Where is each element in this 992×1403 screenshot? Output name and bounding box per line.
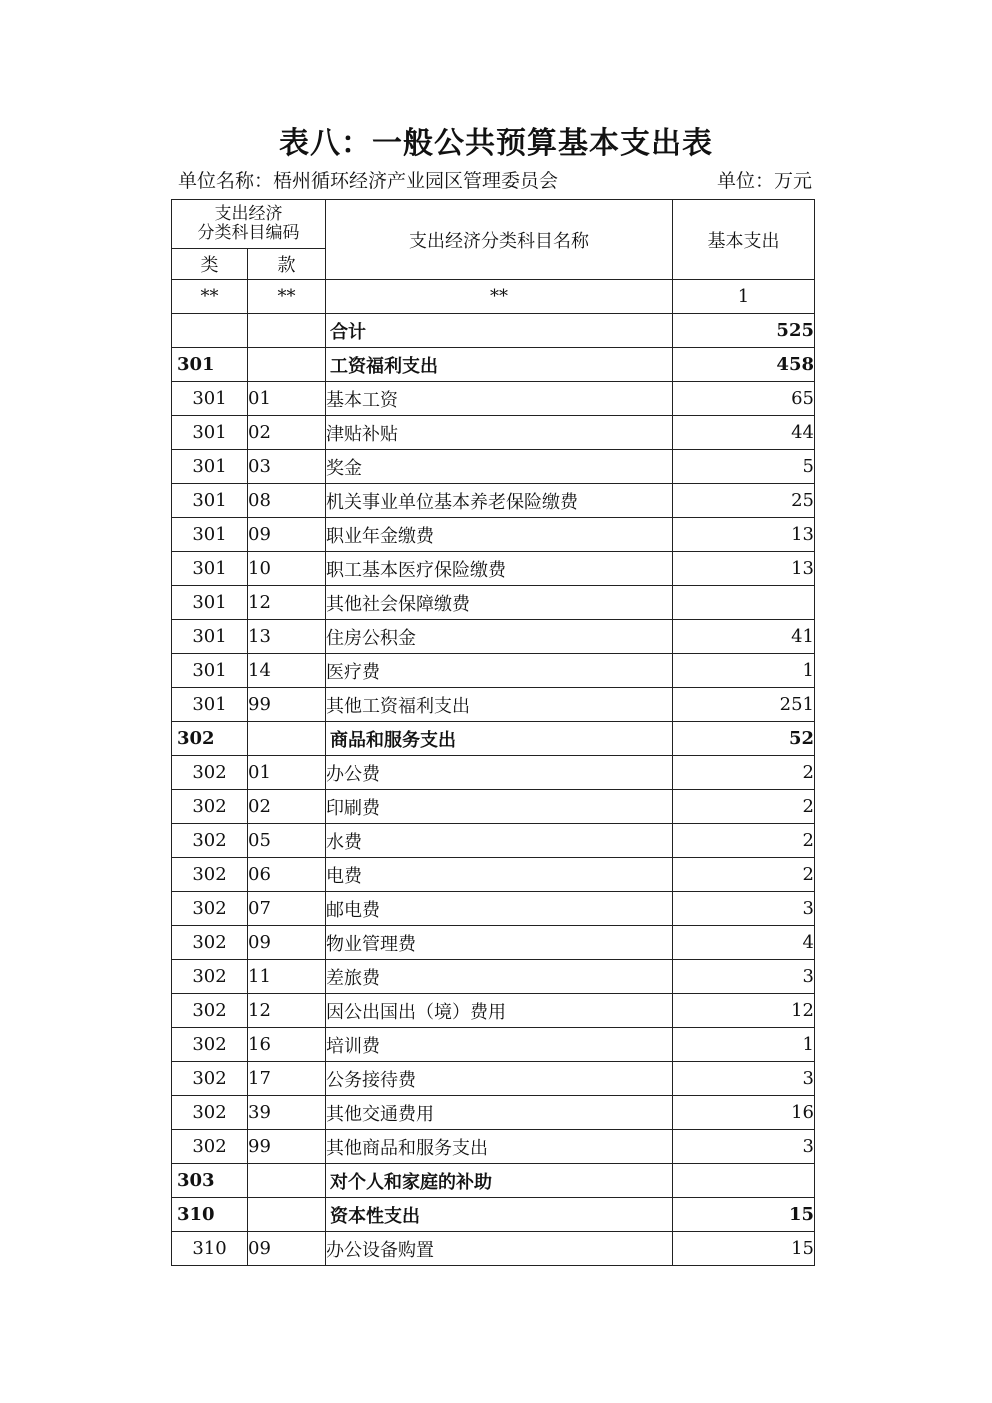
cell-basic-value: 15 [673, 1198, 815, 1232]
cell-item-name: 培训费 [326, 1028, 673, 1062]
cell-lei: 310 [172, 1232, 248, 1266]
table-row [172, 790, 815, 824]
cell-kuan: 01 [248, 382, 326, 416]
cell-item-name: 职业年金缴费 [326, 518, 673, 552]
cell-item-name: 差旅费 [326, 960, 673, 994]
cell-lei: 302 [172, 790, 248, 824]
cell-lei: 302 [172, 1096, 248, 1130]
cell-item-name: 水费 [326, 824, 673, 858]
cell-lei: 302 [172, 926, 248, 960]
cell-lei: 302 [172, 722, 248, 756]
cell-kuan: 17 [248, 1062, 326, 1096]
table-row [172, 858, 815, 892]
cell-kuan: 12 [248, 994, 326, 1028]
table-row [172, 620, 815, 654]
table-row [172, 552, 815, 586]
cell-kuan: 09 [248, 1232, 326, 1266]
cell-lei: 301 [172, 654, 248, 688]
cell-item-name: 资本性支出 [326, 1198, 673, 1232]
cell-lei: 302 [172, 858, 248, 892]
table-row [172, 1096, 815, 1130]
table-row [172, 518, 815, 552]
cell-item-name: 其他工资福利支出 [326, 688, 673, 722]
cell-lei: 301 [172, 382, 248, 416]
cell-item-name: 邮电费 [326, 892, 673, 926]
header-code-group: 支出经济 分类科目编码 [172, 200, 326, 249]
cell-basic-value: 5 [673, 450, 815, 484]
cell-basic-value: 12 [673, 994, 815, 1028]
table-row [172, 1130, 815, 1164]
cell-lei: 302 [172, 960, 248, 994]
cell-lei: 303 [172, 1164, 248, 1198]
cell-basic-value: 41 [673, 620, 815, 654]
cell-basic-value [673, 586, 815, 620]
table-body [172, 314, 815, 1266]
cell-kuan: 02 [248, 790, 326, 824]
cell-basic-value: 251 [673, 688, 815, 722]
cell-basic-value: 15 [673, 1232, 815, 1266]
table-row [172, 348, 815, 382]
header-lei: 类 [172, 249, 248, 280]
cell-basic-value: 2 [673, 824, 815, 858]
table-row [172, 416, 815, 450]
table-row [172, 1028, 815, 1062]
unit-name: 单位名称：梧州循环经济产业园区管理委员会 [178, 170, 559, 192]
cell-basic-value: 2 [673, 790, 815, 824]
cell-kuan: 99 [248, 1130, 326, 1164]
cell-kuan: 39 [248, 1096, 326, 1130]
table-row [172, 756, 815, 790]
cell-lei: 310 [172, 1198, 248, 1232]
cell-basic-value: 3 [673, 892, 815, 926]
table-row [172, 1198, 815, 1232]
table-row [172, 314, 815, 348]
cell-lei: 302 [172, 892, 248, 926]
cell-item-name: 其他社会保障缴费 [326, 586, 673, 620]
cell-lei: 301 [172, 416, 248, 450]
cell-lei: 302 [172, 1062, 248, 1096]
header-basic-expenditure: 基本支出 [673, 200, 815, 280]
cell-lei: 301 [172, 348, 248, 382]
colnum-lei: ** [172, 280, 248, 314]
table-row [172, 382, 815, 416]
header-item-name: 支出经济分类科目名称 [326, 200, 673, 280]
cell-basic-value: 3 [673, 1062, 815, 1096]
cell-item-name: 商品和服务支出 [326, 722, 673, 756]
cell-item-name: 其他交通费用 [326, 1096, 673, 1130]
cell-kuan: 02 [248, 416, 326, 450]
cell-item-name: 物业管理费 [326, 926, 673, 960]
cell-item-name: 公务接待费 [326, 1062, 673, 1096]
cell-basic-value: 44 [673, 416, 815, 450]
cell-kuan [248, 1164, 326, 1198]
table-row [172, 450, 815, 484]
cell-kuan [248, 722, 326, 756]
cell-basic-value: 52 [673, 722, 815, 756]
table-row [172, 484, 815, 518]
cell-lei [172, 314, 248, 348]
table-row [172, 654, 815, 688]
cell-basic-value: 2 [673, 858, 815, 892]
cell-basic-value: 25 [673, 484, 815, 518]
cell-item-name: 因公出国出（境）费用 [326, 994, 673, 1028]
cell-item-name: 电费 [326, 858, 673, 892]
cell-kuan [248, 314, 326, 348]
cell-lei: 302 [172, 1028, 248, 1062]
cell-lei: 302 [172, 1130, 248, 1164]
cell-item-name: 基本工资 [326, 382, 673, 416]
cell-basic-value: 65 [673, 382, 815, 416]
cell-basic-value: 458 [673, 348, 815, 382]
table-row [172, 586, 815, 620]
cell-kuan: 10 [248, 552, 326, 586]
cell-lei: 302 [172, 756, 248, 790]
cell-basic-value: 2 [673, 756, 815, 790]
header-kuan: 款 [248, 249, 326, 280]
cell-kuan: 99 [248, 688, 326, 722]
cell-kuan [248, 1198, 326, 1232]
cell-kuan: 03 [248, 450, 326, 484]
cell-basic-value: 525 [673, 314, 815, 348]
cell-lei: 302 [172, 824, 248, 858]
cell-basic-value: 1 [673, 1028, 815, 1062]
page-title: 表八：一般公共预算基本支出表 [279, 126, 713, 161]
cell-basic-value: 3 [673, 1130, 815, 1164]
table-row [172, 722, 815, 756]
table-row [172, 824, 815, 858]
cell-item-name: 住房公积金 [326, 620, 673, 654]
colnum-kuan: ** [248, 280, 326, 314]
table-row [172, 892, 815, 926]
table-row [172, 926, 815, 960]
cell-lei: 301 [172, 552, 248, 586]
table-row [172, 1062, 815, 1096]
cell-item-name: 办公设备购置 [326, 1232, 673, 1266]
cell-item-name: 其他商品和服务支出 [326, 1130, 673, 1164]
cell-kuan: 01 [248, 756, 326, 790]
table-row [172, 1232, 815, 1266]
cell-kuan: 06 [248, 858, 326, 892]
cell-lei: 302 [172, 994, 248, 1028]
cell-item-name: 工资福利支出 [326, 348, 673, 382]
currency-unit: 单位：万元 [716, 170, 812, 192]
column-number-row [172, 280, 815, 314]
cell-kuan: 14 [248, 654, 326, 688]
table-row [172, 1164, 815, 1198]
cell-basic-value: 13 [673, 552, 815, 586]
table-header [172, 200, 815, 314]
cell-item-name: 奖金 [326, 450, 673, 484]
cell-lei: 301 [172, 620, 248, 654]
cell-kuan: 08 [248, 484, 326, 518]
table-row [172, 960, 815, 994]
cell-basic-value: 4 [673, 926, 815, 960]
cell-lei: 301 [172, 688, 248, 722]
cell-kuan: 11 [248, 960, 326, 994]
cell-basic-value: 16 [673, 1096, 815, 1130]
cell-basic-value: 13 [673, 518, 815, 552]
cell-kuan [248, 348, 326, 382]
colnum-basic: 1 [673, 280, 815, 314]
cell-item-name: 印刷费 [326, 790, 673, 824]
cell-basic-value: 1 [673, 654, 815, 688]
cell-lei: 301 [172, 586, 248, 620]
cell-item-name: 机关事业单位基本养老保险缴费 [326, 484, 673, 518]
cell-item-name: 对个人和家庭的补助 [326, 1164, 673, 1198]
cell-item-name: 医疗费 [326, 654, 673, 688]
cell-lei: 301 [172, 518, 248, 552]
cell-kuan: 09 [248, 518, 326, 552]
cell-kuan: 05 [248, 824, 326, 858]
cell-basic-value: 3 [673, 960, 815, 994]
cell-item-name: 办公费 [326, 756, 673, 790]
cell-kuan: 13 [248, 620, 326, 654]
table-row [172, 994, 815, 1028]
cell-lei: 301 [172, 450, 248, 484]
cell-kuan: 12 [248, 586, 326, 620]
budget-table [171, 199, 815, 1266]
colnum-name: ** [326, 280, 673, 314]
cell-basic-value [673, 1164, 815, 1198]
cell-item-name: 职工基本医疗保险缴费 [326, 552, 673, 586]
cell-kuan: 16 [248, 1028, 326, 1062]
table-row [172, 688, 815, 722]
cell-kuan: 07 [248, 892, 326, 926]
cell-lei: 301 [172, 484, 248, 518]
cell-kuan: 09 [248, 926, 326, 960]
cell-item-name: 津贴补贴 [326, 416, 673, 450]
cell-item-name: 合计 [326, 314, 673, 348]
